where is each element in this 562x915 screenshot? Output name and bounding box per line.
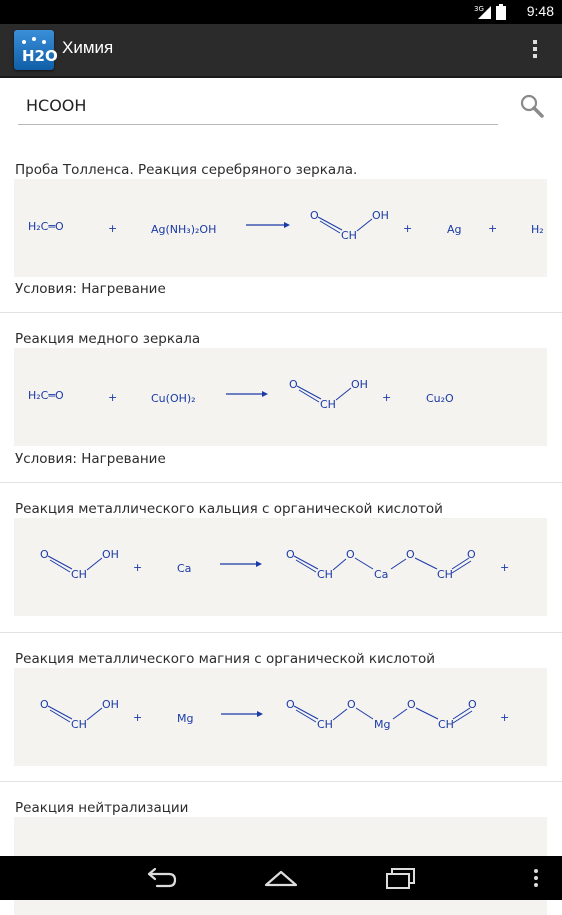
atom-o: O xyxy=(289,378,298,391)
plus-sign: + xyxy=(403,222,413,235)
reaction-card[interactable] xyxy=(0,483,562,633)
plus-sign: + xyxy=(108,222,118,235)
reactant-copper-hydroxide: Cu(OH)₂ xyxy=(151,392,196,405)
atom-oh: OH xyxy=(351,378,368,391)
plus-sign: + xyxy=(133,711,143,724)
atom-ch: CH xyxy=(341,229,357,242)
signal-icon xyxy=(474,4,492,20)
atom-o: O xyxy=(40,698,49,711)
product-hydrogen: H₂ xyxy=(531,223,544,236)
atom-oh: OH xyxy=(372,209,389,222)
plus-sign: + xyxy=(488,222,498,235)
status-time: 9:48 xyxy=(526,3,554,19)
atom-o: O xyxy=(347,698,356,711)
reaction-scheme xyxy=(14,518,547,616)
reaction-scheme xyxy=(14,348,547,446)
atom-ch: CH xyxy=(438,718,454,731)
search-field[interactable] xyxy=(18,86,498,125)
atom-o: O xyxy=(286,698,295,711)
reactant-metal: Ca xyxy=(177,562,192,575)
reaction-card[interactable] xyxy=(0,150,562,313)
reaction-scheme xyxy=(14,179,547,277)
app-title: Химия xyxy=(62,38,114,57)
plus-sign: + xyxy=(108,391,118,404)
reactant-metal: Mg xyxy=(177,712,194,725)
reaction-scheme xyxy=(14,668,547,766)
action-bar xyxy=(0,24,562,78)
recent-apps-icon[interactable] xyxy=(383,866,419,890)
battery-icon xyxy=(496,4,506,20)
svg-text:3G: 3G xyxy=(474,5,484,13)
search-input[interactable] xyxy=(26,96,486,115)
atom-ch: CH xyxy=(71,718,87,731)
atom-ch: CH xyxy=(317,568,333,581)
plus-sign: + xyxy=(382,391,392,404)
product-metal: Mg xyxy=(374,718,391,731)
atom-o: O xyxy=(346,548,355,561)
plus-sign: + xyxy=(500,711,510,724)
atom-o: O xyxy=(310,209,319,222)
reaction-condition: Условия: Нагревание xyxy=(15,451,166,467)
product-copper-oxide: Cu₂O xyxy=(426,392,454,405)
atom-ch: CH xyxy=(317,718,333,731)
status-bar xyxy=(0,0,562,24)
plus-sign: + xyxy=(500,561,510,574)
atom-ch: CH xyxy=(320,398,336,411)
atom-o: O xyxy=(286,548,295,561)
reaction-condition: Условия: Нагревание xyxy=(15,281,166,297)
reaction-title: Реакция металлического магния с органической кислотой xyxy=(15,651,436,667)
home-icon[interactable] xyxy=(263,866,299,890)
reactant-formaldehyde: H₂C═O xyxy=(28,389,64,402)
svg-text:H2O: H2O xyxy=(22,47,58,65)
atom-o: O xyxy=(406,548,415,561)
atom-o: O xyxy=(468,698,477,711)
reaction-list xyxy=(0,150,562,856)
menu-icon[interactable] xyxy=(526,866,546,890)
reaction-title: Проба Толленса. Реакция серебряного зеркала. xyxy=(15,162,358,178)
search-icon[interactable] xyxy=(518,92,546,120)
atom-o: O xyxy=(407,698,416,711)
app-logo-icon[interactable] xyxy=(14,30,58,70)
reaction-card[interactable] xyxy=(0,313,562,483)
status-icons xyxy=(474,4,506,20)
navigation-bar xyxy=(0,856,562,900)
overflow-menu-icon[interactable] xyxy=(530,38,540,62)
product-silver: Ag xyxy=(447,223,462,236)
reactant-tollens: Ag(NH₃)₂OH xyxy=(151,223,217,236)
atom-oh: OH xyxy=(102,698,119,711)
reactant-formaldehyde: H₂C═O xyxy=(28,220,64,233)
atom-o: O xyxy=(40,548,49,561)
reaction-title: Реакция нейтрализации xyxy=(15,800,189,816)
atom-ch: CH xyxy=(71,568,87,581)
atom-oh: OH xyxy=(102,548,119,561)
reaction-title: Реакция медного зеркала xyxy=(15,331,201,347)
atom-o: O xyxy=(467,548,476,561)
reaction-card[interactable] xyxy=(0,633,562,782)
back-icon[interactable] xyxy=(143,866,179,890)
product-metal: Ca xyxy=(374,568,389,581)
atom-ch: CH xyxy=(437,568,453,581)
plus-sign: + xyxy=(133,561,143,574)
reaction-title: Реакция металлического кальция с органической кислотой xyxy=(15,501,443,517)
